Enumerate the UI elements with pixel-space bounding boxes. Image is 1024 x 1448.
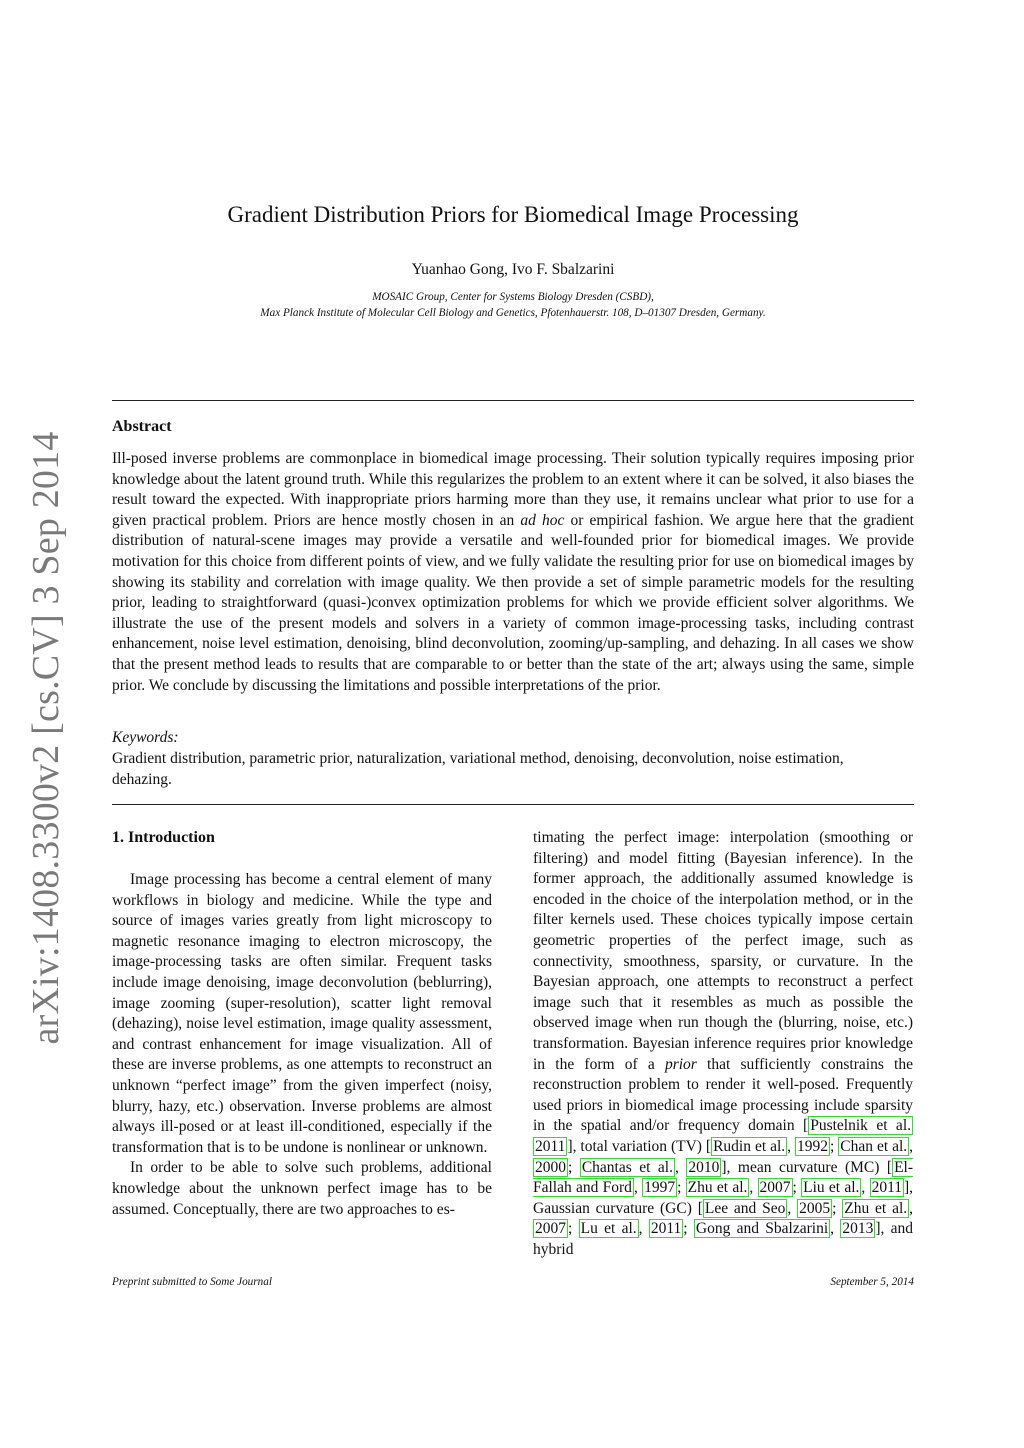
bottom-divider [112, 804, 914, 805]
citation-link[interactable]: 2007 [759, 1179, 791, 1197]
intro-paragraph-2: In order to be able to solve such problems, additional knowledge about the unknown perfect image has to be assumed. Conceptually, there are two approaches to es- [112, 1159, 492, 1218]
intro-paragraph-1: Image processing has become a central element of many workflows in biology and medicine. While the type and source of images varies greatly from light microscopy to magnetic resonance imaging to electron microscopy, the image-processing tasks are often similar. Frequent tasks include image denoising, image deconvolution (beblurring), image zooming (super-resolution), scatter light removal (dehazing), noise level estimation, image quality assessment, and contrast enhancement for image visualization. All of these are inverse problems, as one attempts to reconstruct an unknown “perfect image” from the given imperfect (noisy, blurry, hazy, etc.) observation. Inverse problems are almost always ill-posed or at least ill-conditioned, especially if the transformation that is to be undone is nonlinear or unknown. [112, 871, 492, 1156]
citation-link[interactable]: 1992 [797, 1137, 828, 1155]
intro-text: ], Gaussian curvature (GC) [ [533, 1179, 914, 1217]
citation-link[interactable]: El-Fallah and Ford [533, 1158, 913, 1197]
citation-link[interactable]: 2000 [535, 1158, 566, 1176]
intro-text: that sufficiently constrains the reconstruction problem to render it well-posed. Frequently used priors in biomedical image processing include sparsity in the spatial and/or frequency domain [ [533, 1055, 913, 1135]
abstract-emphasis: ad hoc [520, 511, 565, 529]
keywords-list: Gradient distribution, parametric prior, naturalization, variational method, denoising, deconvolution, noise estimation, dehazing. [112, 750, 844, 788]
citation-link[interactable]: 2005 [799, 1199, 831, 1217]
abstract-text: Ill-posed inverse problems are commonplace in biomedical image processing. Their solution typically requires imposing prior knowledge about the latent ground truth. While this regularizes the problem to an extent where it can be solved, it also biases the result toward the expected. With inappropriate priors harming more than they use, it remains unclear what prior to use for a given practical problem. Priors are hence mostly chosen in an [112, 450, 914, 529]
citation-link[interactable]: 2011 [535, 1137, 566, 1155]
keywords-heading: Keywords: [112, 729, 179, 746]
affiliation-line-1: MOSAIC Group, Center for Systems Biology Dresden (CSBD), [372, 291, 654, 303]
intro-text: ], total variation (TV) [ [567, 1137, 712, 1155]
top-divider [112, 400, 914, 401]
abstract-heading: Abstract [112, 418, 172, 435]
intro-text: ], and hybrid [533, 1220, 914, 1258]
citation-link[interactable]: 2010 [688, 1158, 720, 1176]
citation-link[interactable]: Gong and Sbalzarini [695, 1220, 829, 1238]
footer-date: September 5, 2014 [830, 1276, 914, 1288]
arxiv-identifier [16, 431, 76, 1045]
citation-link[interactable]: Pustelnik et al. [810, 1117, 911, 1135]
right-column [533, 828, 913, 1260]
citation-link[interactable]: Zhu et al. [844, 1199, 908, 1217]
citation-link[interactable]: Zhu et al. [687, 1179, 748, 1197]
citation-link[interactable]: 2011 [871, 1179, 902, 1197]
citation-link[interactable]: Rudin et al. [713, 1137, 786, 1155]
left-column [112, 828, 492, 1220]
arxiv-identifier-text: arXiv:1408.3300v2 [cs.CV] 3 Sep 2014 [25, 431, 67, 1045]
citation-link[interactable]: Chan et al. [840, 1137, 908, 1155]
citation-link[interactable]: 2013 [842, 1220, 874, 1238]
section-title: 1. Introduction [112, 829, 215, 846]
footer-journal: Preprint submitted to Some Journal [112, 1276, 272, 1288]
affiliation-line-2: Max Planck Institute of Molecular Cell Biology and Genetics, Pfotenhauerstr. 108, D–01307 Dresden, Germany. [260, 307, 766, 319]
intro-paragraph-continued: timating the perfect image: interpolation (smoothing or filtering) and model fitting (Bayesian inference). In the former approach, the additionally assumed knowledge is encoded in the choice of the interpolation method, or in the filter kernels used. These choices typically impose certain geometric properties of the perfect image, such as connectivity, smoothness, sparsity, or curvature. In the Bayesian approach, one attempts to reconstruct a perfect image such that it resembles as much as possible the observed image when run though the (blurring, noise, etc.) transformation. Bayesian inference requires prior knowledge in the form of a prior that sufficiently constrains the reconstruction problem to render it well-posed. Frequently used priors in biomedical image processing include sparsity in the spatial and/or frequency domain [ Pustelnik et al. 2011 ], total variation (TV) [ Rudin et al. , 1992 ; Chan et al. , 2000 ; Chantas et al. , 2010 ], mean curvature (MC) [ El-Fallah and Ford , 1997 ; Zhu et al. , 2007 ; Liu et al. , 2011 ], Gaussian curvature (GC) [ Lee and Seo , 2005 ; Zhu et al. , 2007 ; Lu et al. , 2011 ; Gong and Sbalzarini , 2013 ], and hybrid [533, 829, 914, 1258]
authors: Yuanhao Gong, Ivo F. Sbalzarini [411, 261, 615, 278]
citation-link[interactable]: 1997 [644, 1179, 676, 1197]
citation-link[interactable]: Lee and Seo [704, 1199, 786, 1217]
intro-text: ], mean curvature (MC) [ [721, 1158, 893, 1176]
abstract-body [112, 449, 914, 696]
intro-emphasis-prior: prior [664, 1055, 697, 1073]
intro-text: timating the perfect image: interpolation (smoothing or filtering) and model fitting (Bayesian inference). In the former approach, the additionally assumed knowledge is encoded in the choice of the interpolation method, or in the filter kernels used. These choices typically impose certain geometric properties of the perfect image, such as connectivity, smoothness, sparsity, or curvature. In the Bayesian approach, one attempts to reconstruct a perfect image such that it resembles as much as possible the observed image when run though the (blurring, noise, etc.) transformation. Bayesian inference requires prior knowledge in the form of a [533, 829, 913, 1073]
abstract-text-cont: or empirical fashion. We argue here that the gradient distribution of natural-scene images may provide a versatile and well-founded prior for biomedical images. We provide motivation for this choice from different points of view, and we fully validate the resulting prior for use on biomedical images by showing its stability and correlation with image quality. We then provide a set of simple parametric models for the resulting prior, leading to straightforward (quasi-)convex optimization problems for which we provide efficient solver algorithms. We illustrate the use of the present models and solvers in a variety of common image-processing tasks, including contrast enhancement, noise level estimation, denoising, blind deconvolution, zooming/up-sampling, and dehazing. In all cases we show that the present method leads to results that are comparable to or better than the state of the art; always using the same, simple prior. We conclude by discussing the limitations and possible interpretations of the prior. [112, 511, 914, 694]
citation-link[interactable]: 2011 [650, 1220, 682, 1238]
paper-title: Gradient Distribution Priors for Biomedical Image Processing [227, 202, 799, 227]
citation-link[interactable]: Liu et al. [803, 1179, 860, 1197]
citation-link[interactable]: 2007 [535, 1220, 566, 1238]
citation-link[interactable]: Chantas et al. [581, 1158, 673, 1176]
citation-link[interactable]: Lu et al. [580, 1220, 637, 1238]
